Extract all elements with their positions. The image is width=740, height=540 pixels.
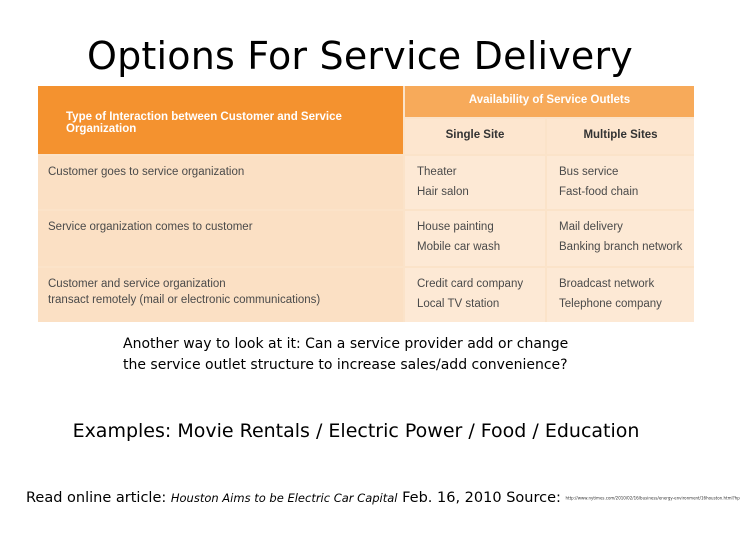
cell-item: Telephone company xyxy=(559,298,662,310)
article-title: Houston Aims to be Electric Car Capital xyxy=(170,491,398,505)
article-date-source: Feb. 16, 2010 Source: xyxy=(397,490,566,506)
article-prefix: Read online article: xyxy=(26,490,171,506)
cell-multiple-sites xyxy=(547,156,694,209)
header-interaction-type xyxy=(38,86,403,154)
cell-item: Broadcast network xyxy=(559,278,655,290)
cell-single-site xyxy=(405,156,545,209)
cell-item: Theater xyxy=(417,166,457,178)
column-header-multiple-sites xyxy=(547,119,694,154)
header-interaction-label: Type of Interaction between Customer and Service Organization xyxy=(66,111,342,135)
cell-item: Mail delivery xyxy=(559,221,623,233)
note-line: Another way to look at it: Can a service provider add or change xyxy=(123,336,569,352)
service-delivery-table xyxy=(38,86,694,322)
slide-title: Options For Service Delivery xyxy=(86,34,633,78)
multiple-sites-label: Multiple Sites xyxy=(583,129,658,141)
cell-multiple-sites xyxy=(547,211,694,266)
column-header-single-site xyxy=(405,119,545,154)
row-label-remote-transaction xyxy=(38,268,403,322)
cell-item: Local TV station xyxy=(417,298,500,310)
row-label-text: Service organization comes to customer xyxy=(48,221,253,233)
cell-single-site xyxy=(405,268,545,322)
row-label-customer-goes xyxy=(38,156,403,209)
header-availability xyxy=(405,86,694,117)
row-label-text: transact remotely (mail or electronic communications) xyxy=(48,294,321,306)
article-reference xyxy=(26,490,740,506)
note-line: the service outlet structure to increase sales/add convenience? xyxy=(123,357,568,373)
cell-item: Bus service xyxy=(559,166,619,178)
header-availability-label: Availability of Service Outlets xyxy=(468,94,631,106)
cell-item: Fast-food chain xyxy=(559,186,639,198)
cell-item: Banking branch network xyxy=(559,241,683,253)
row-label-organization-comes xyxy=(38,211,403,266)
cell-item: Hair salon xyxy=(417,186,469,198)
row-label-text: Customer and service organization xyxy=(48,278,226,290)
row-label-text: Customer goes to service organization xyxy=(48,166,245,178)
cell-item: Credit card company xyxy=(417,278,524,290)
cell-multiple-sites xyxy=(547,268,694,322)
single-site-label: Single Site xyxy=(445,129,505,141)
question-note xyxy=(123,334,623,376)
article-url-link[interactable]: http://www.nytimes.com/2010/02/16/business/energy-environment/16houston.html?hp xyxy=(565,495,740,501)
cell-single-site xyxy=(405,211,545,266)
cell-item: House painting xyxy=(417,221,494,233)
examples-text: Examples: Movie Rentals / Electric Power / Food / Education xyxy=(72,420,640,442)
cell-item: Mobile car wash xyxy=(417,241,501,253)
